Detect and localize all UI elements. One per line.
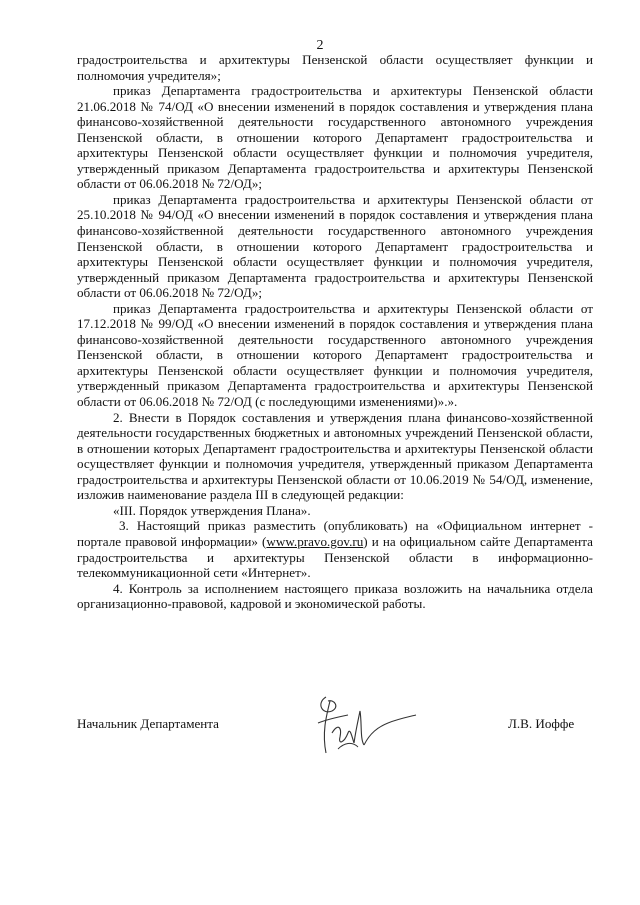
signatory-title: Начальник Департамента [77, 716, 219, 731]
paragraph-section-title: «III. Порядок утверждения Плана». [113, 502, 311, 518]
paragraph-continuation: градостроительства и архитектуры Пензенской области осуществляет функции и полномочия учредителя»; [77, 52, 593, 83]
paragraph-order-74: приказ Департамента градостроительства и архитектуры Пензенской области 21.06.2018 № 74/ОД «О внесении изменений в порядок составления и утверждения плана финансово-хозяйственной деятельности государственного автономного учреждения Пензенской области, в отношении которого Департамент градостроительства и архитектуры Пензенской области осуществляет функции и полномочия учредителя, утвержденный приказом Департамента градостроительства и архитектуры Пензенской области от 06.06.2018 № 72/ОД»; [77, 83, 593, 192]
paragraph-order-99: приказ Департамента градостроительства и архитектуры Пензенской области от 17.12.2018 № 99/ОД «О внесении изменений в порядок составления и утверждения плана финансово-хозяйственной деятельности государственного автономного учреждения Пензенской области, в отношении которого Департамент градостроительства и архитектуры Пензенской области осуществляет функции и полномочия учредителя, утвержденный приказом Департамента градостроительства и архитектуры Пензенской области от 06.06.2018 № 72/ОД (с последующими изменениями)».». [77, 300, 593, 410]
pravo-link[interactable]: www.pravo.gov.ru [266, 533, 364, 549]
item3-text-after: ) и на официальном сайте Департамента градостроительства и архитектуры Пензенской области в информационно-телекоммуникационной сети «Интернет». [77, 533, 593, 581]
paragraph-item-4: 4. Контроль за исполнением настоящего приказа возложить на начальника отдела организационно-правовой, кадровой и экономической работы. [77, 580, 593, 612]
handwritten-signature [308, 693, 420, 761]
paragraph-item-2: 2. Внести в Порядок составления и утверждения плана финансово-хозяйственной деятельности государственных бюджетных и автономных учреждений Пензенской области, в отношении которых Департамент градостроительства и архитектуры Пензенской области осуществляет функции и полномочия учредителя, утвержденный приказом Департамента градостроительства и архитектуры Пензенской области от 10.06.2019 № 54/ОД, изменение, изложив наименование раздела III в следующей редакции: [77, 409, 593, 503]
paragraph-item-3 [77, 518, 593, 580]
paragraph-order-94: приказ Департамента градостроительства и архитектуры Пензенской области от 25.10.2018 № 94/ОД «О внесении изменений в порядок составления и утверждения плана финансово-хозяйственной деятельности государственного автономного учреждения Пензенской области, в отношении которого Департамент градостроительства и архитектуры Пензенской области осуществляет функции и полномочия учредителя, утвержденный приказом Департамента градостроительства и архитектуры Пензенской области от 06.06.2018 № 72/ОД»; [77, 191, 593, 301]
page-number: 2 [316, 38, 324, 53]
item3-text-before: 3. Настоящий приказ разместить (опубликовать) на «Официальном интернет - портале правовой информации» ( [77, 518, 593, 549]
document-body [77, 52, 593, 612]
signatory-name: Л.В. Иоффе [508, 716, 575, 731]
